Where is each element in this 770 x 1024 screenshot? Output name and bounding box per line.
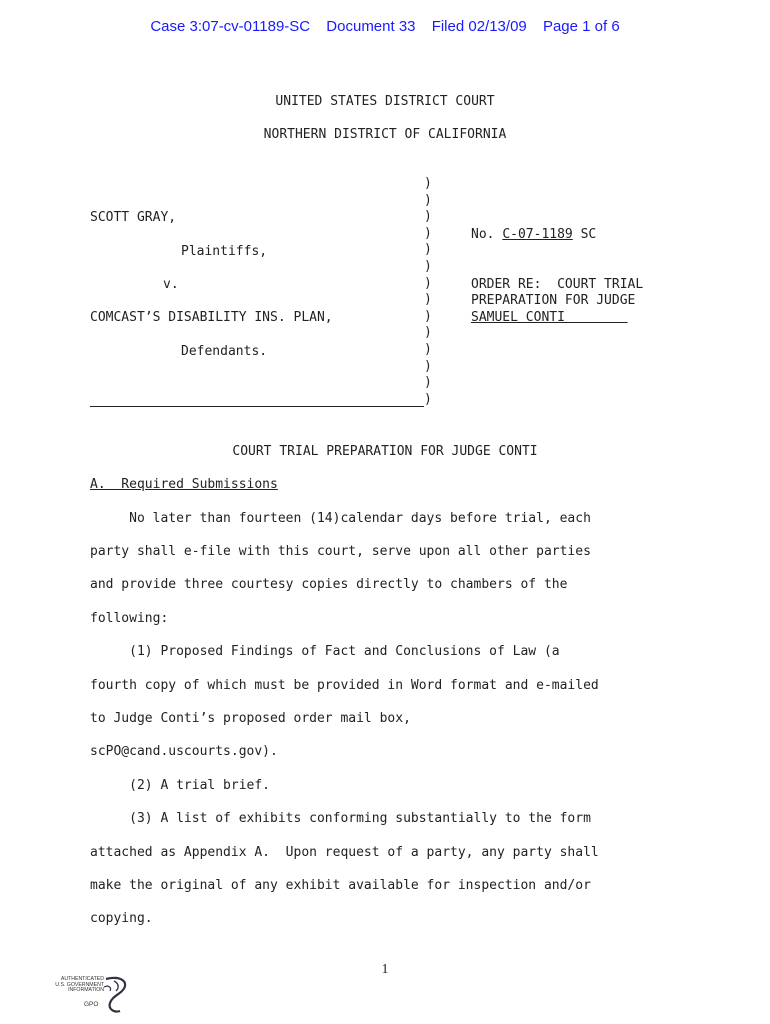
plaintiff-role: Plaintiffs,: [181, 244, 268, 259]
logo-gpo: GPO: [84, 1001, 99, 1008]
case-number-header: Case 3:07-cv-01189-SC: [150, 18, 311, 35]
court-name: UNITED STATES DISTRICT COURT: [275, 94, 495, 109]
eagle-icon: [44, 973, 130, 1017]
page-number: 1: [381, 962, 389, 977]
defendant-name: COMCAST’S DISABILITY INS. PLAN,: [90, 310, 333, 325]
page-count-header: Page 1 of 6: [542, 18, 620, 35]
body-line: fourth copy of which must be provided in Word format and e-mailed: [90, 678, 599, 693]
body-line: No later than fourteen (14)calendar days before trial, each: [90, 511, 591, 526]
order-title-line3: SAMUEL CONTI: [471, 310, 628, 325]
section-heading: A. Required Submissions: [90, 477, 278, 492]
document-title: COURT TRIAL PREPARATION FOR JUDGE CONTI: [232, 444, 538, 459]
logo-text: AUTHENTICATED U.S. GOVERNMENT INFORMATION: [55, 976, 104, 994]
ecf-header: [0, 18, 770, 35]
body-line: (1) Proposed Findings of Fact and Conclusions of Law (a: [90, 644, 560, 659]
body-line: following:: [90, 611, 169, 626]
body-line: (3) A list of exhibits conforming substantially to the form: [90, 811, 591, 826]
body-line: and provide three courtesy copies directly to chambers of the: [90, 577, 568, 592]
body-line: attached as Appendix A. Upon request of a party, any party shall: [90, 845, 599, 860]
order-title-line2: PREPARATION FOR JUDGE: [471, 293, 636, 308]
body-line: party shall e-file with this court, serve upon all other parties: [90, 544, 591, 559]
defendant-role: Defendants.: [181, 344, 268, 359]
case-number: No. C-07-1189 SC: [471, 227, 597, 242]
plaintiff-name: SCOTT GRAY,: [90, 210, 177, 225]
body-line: scPO@cand.uscourts.gov).: [90, 744, 278, 759]
versus: v.: [163, 277, 179, 292]
filed-date-header: Filed 02/13/09: [431, 18, 527, 35]
caption-bottom-rule: [90, 406, 424, 407]
caption-parens: ) ) ) ) ) ) ) ) ) ) ) ) ) ): [424, 176, 432, 407]
body-line: (2) A trial brief.: [90, 778, 271, 793]
document-number-header: Document 33: [326, 18, 416, 35]
body-line: copying.: [90, 911, 153, 926]
order-title-line1: ORDER RE: COURT TRIAL: [471, 277, 644, 292]
court-district: NORTHERN DISTRICT OF CALIFORNIA: [263, 127, 507, 142]
gpo-authentication-logo: [44, 973, 130, 1017]
body-line: make the original of any exhibit available for inspection and/or: [90, 878, 591, 893]
body-line: to Judge Conti’s proposed order mail box,: [90, 711, 411, 726]
